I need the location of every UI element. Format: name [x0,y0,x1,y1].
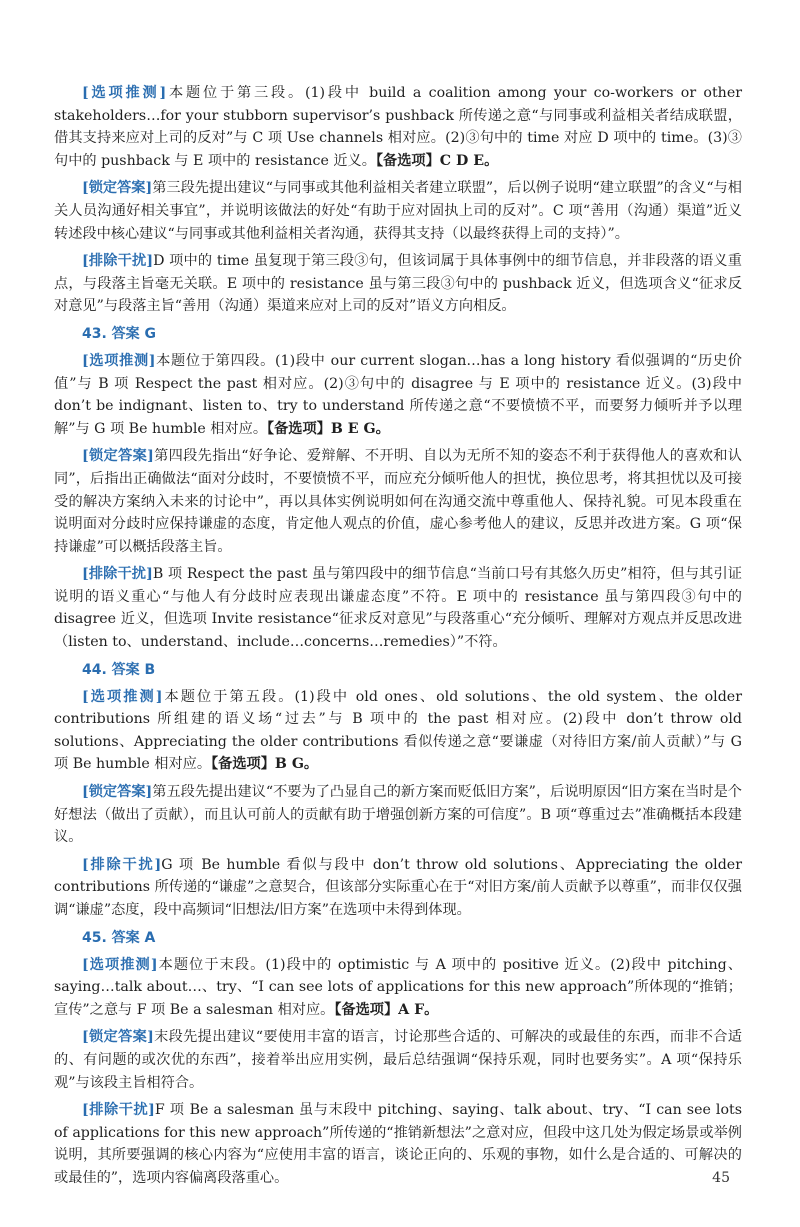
tag-option-guess: [选项推测] [82,85,167,101]
q43-exclude-distractor [54,563,742,653]
q42-option-guess [54,82,742,172]
q45-option-guess [54,954,742,1022]
q42-lock-answer [54,177,742,245]
tag-lock-answer: [锁定答案] [82,1029,154,1046]
body-text: 本题位于第三段。(1)段中 build a coalition among your co-workers or other stakeholders…for your stubborn supervisor’s pushback 所传递之意“与同事或利益相关者结成联盟，借其支持来应对上司的反对”与 C 项 Use channels 相对应。(2)③句中的 time 对应 D 项中的 time。(3)③句中的 pushback 与 E 项中的 resistance 近义。 [54,85,742,169]
body-text: G 项 Be humble 看似与段中 don’t throw old solutions、Appreciating the older contributions 所传递的“谦虚”之意契合，但该部分实际重心在于“对旧方案/前人贡献予以尊重”，而非仅仅强调“谦虚”态度，段中高频词“旧想法/旧方案”在选项中未得到体现。 [54,856,742,918]
body-text: 本题位于第五段。(1)段中 old ones、old solutions、the old system、the older contributions 所组建的语义场“过去”与 B 项中的 the past 相对应。(2)段中 don’t throw old solutions、Appreciating the older contributions 看似传递之意“要谦虚（对待旧方案/前人贡献）”与 G 项 Be humble 相对应。 [54,688,742,773]
body-text: D 项中的 time 虽复现于第三段③句，但该词属于具体事例中的细节信息，并非段落的语义重点，与段落主旨毫无关联。E 项中的 resistance 虽与第三段③句中的 pushback 近义，但选项含义“征求反对意见”与段落主旨“善用（沟通）渠道来应对上司的反对”语义方向相反。 [54,253,742,315]
tag-lock-answer: [锁定答案] [82,448,154,465]
candidate-options: 【备选项】B G。 [211,756,319,773]
q45-lock-answer [54,1026,742,1094]
tag-option-guess: [选项推测] [82,956,158,973]
body-text: 本题位于末段。(1)段中的 optimistic 与 A 项中的 positive 近义。(2)段中 pitching、saying…talk about…、try、“I can see lots of applications for this new approach”所体现的“推销；宣传”之意与 F 项 Be a salesman 相对应。 [54,956,742,1018]
q42-exclude-distractor [54,250,742,318]
q43-option-guess [54,350,742,440]
body-text: F 项 Be a salesman 虽与末段中 pitching、saying、talk about、try、“I can see lots of applications for this new approach”所传递的“推销新想法”之意对应，但段中这几处为假定场景或举例说明，其所要强调的核心内容为“应使用丰富的语言，谈论正向的、乐观的事物，如什么是合适的、可解决的或最佳的”，选项内容偏离段落重心。 [54,1102,742,1186]
tag-option-guess: [选项推测] [82,352,156,369]
q44-exclude-distractor [54,854,742,922]
candidate-options: 【备选项】B E G。 [267,420,390,437]
candidate-options: 【备选项】C D E。 [375,152,499,169]
q44-option-guess [54,686,742,776]
q45-heading: 45. 答案 A [82,929,156,946]
candidate-options: 【备选项】A F。 [334,1001,439,1018]
body-text: 第五段先提出建议“不要为了凸显自己的新方案而贬低旧方案”，后说明原因“旧方案在当时是个好想法（做出了贡献），而且认可前人的贡献有助于增强创新方案的可信度”。B 项“尊重过去”准确概括本段建议。 [54,784,742,846]
body-text: 第四段先指出“好争论、爱辩解、不开明、自以为无所不知的姿态不利于获得他人的喜欢和认同”，后指出正确做法“面对分歧时，不要愤愤不平，而应充分倾听他人的担忧，换位思考，将其担忧以及可接受的解决方案纳入未来的讨论中”，再以具体实例说明如何在沟通交流中尊重他人、保持礼貌。可见本段重在说明面对分歧时应保持谦虚的态度，肯定他人观点的价值，虚心参考他人的建议，反思并改进方案。G 项“保持谦虚”可以概括段落主旨。 [54,448,742,555]
q44-heading: 44. 答案 B [82,661,156,678]
tag-option-guess: [选项推测] [82,688,163,705]
body-text: 本题位于第四段。(1)段中 our current slogan…has a long history 看似强调的“历史价值”与 B 项 Respect the past 相对应。(2)③句中的 disagree 与 E 项中的 resistance 近义。(3)段中 don’t be indignant、listen to、try to understand 所传递之意“不要愤愤不平，而要努力倾听并予以理解”与 G 项 Be humble 相对应。 [54,352,742,437]
tag-exclude-distractor: [排除干扰] [82,253,154,270]
body-text: B 项 Respect the past 虽与第四段中的细节信息“当前口号有其悠久历史”相符，但与其引证说明的语义重心“与他人有分歧时应表现出谦虚态度”不符。E 项中的 resistance 虽与第四段③句中的 disagree 近义，但选项 Invite resistance“征求反对意见”与段落重心“充分倾听、理解对方观点并反思改进（listen to、understand、include…concerns…remedies）”不符。 [54,566,742,651]
tag-exclude-distractor: [排除干扰] [82,566,153,583]
q44-lock-answer [54,781,742,849]
body-text: 末段先提出建议“要使用丰富的语言，讨论那些合适的、可解决的或最佳的东西，而非不合适的、有问题的或次优的东西”，接着举出应用实例，最后总结强调“保持乐观，同时也要务实”。A 项“保持乐观”与该段主旨相符合。 [54,1029,742,1091]
tag-lock-answer: [锁定答案] [82,180,153,197]
page-number: 45 [712,1170,730,1186]
q45-exclude-distractor [54,1099,742,1189]
tag-exclude-distractor: [排除干扰] [82,1102,155,1119]
tag-lock-answer: [锁定答案] [82,784,153,801]
q43-heading: 43. 答案 G [82,325,157,342]
q43-lock-answer [54,445,742,558]
body-text: 第三段先提出建议“与同事或其他利益相关者建立联盟”，后以例子说明“建立联盟”的含义“与相关人员沟通好相关事宜”，并说明该做法的好处“有助于应对固执上司的反对”。C 项“善用（沟通）渠道”近义转述段中核心建议“与同事或其他利益相关者沟通，获得其支持（以最终获得上司的支持）”。 [54,180,742,242]
tag-exclude-distractor: [排除干扰] [82,856,162,873]
